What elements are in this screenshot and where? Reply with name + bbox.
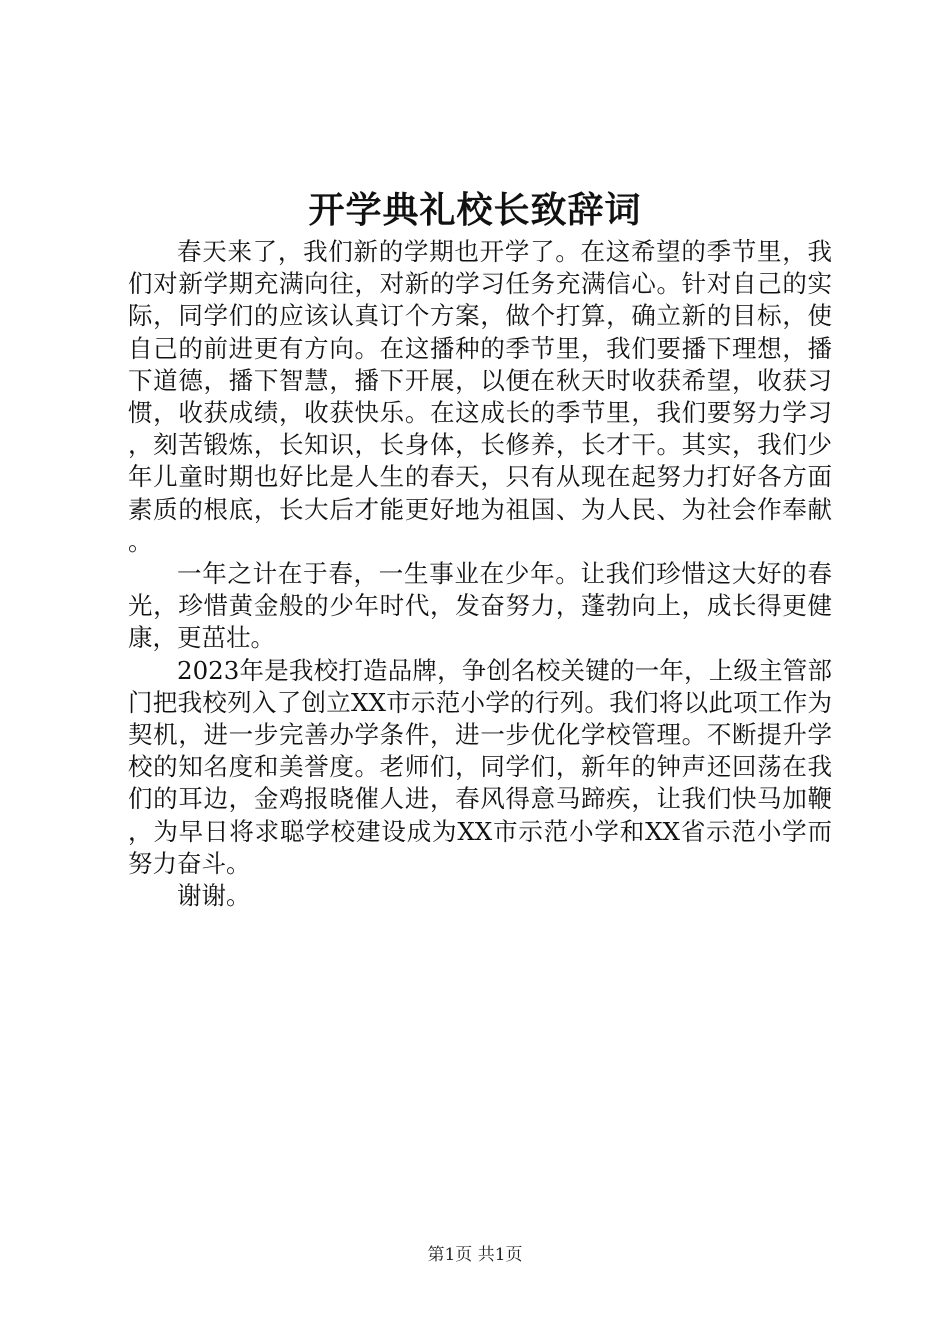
paragraph-1: 春天来了，我们新的学期也开学了。在这希望的季节里，我们对新学期充满向往，对新的学习任务充满信心。针对自己的实际，同学们的应该认真订个方案，做个打算，确立新的目标，使自己的前进更有方向。在这播种的季节里，我们要播下理想，播下道德，播下智慧，播下开展，以便在秋天时收获希望，收获习惯，收获成绩，收获快乐。在这成长的季节里，我们要努力学习，刻苦锻炼，长知识，长身体，长修养，长才干。其实，我们少年儿童时期也好比是人生的春天，只有从现在起努力打好各方面素质的根底，长大后才能更好地为祖国、为人民、为社会作奉献。 [128,237,832,556]
paragraph-2: 一年之计在于春，一生事业在少年。让我们珍惜这大好的春光，珍惜黄金般的少年时代，发奋努力，蓬勃向上，成长得更健康，更茁壮。 [128,559,832,653]
document-title: 开学典礼校长致辞词 [308,189,642,231]
page-footer: 第1页 共1页 [427,1245,523,1265]
document-body [128,236,832,912]
paragraph-3: 2023年是我校打造品牌，争创名校关键的一年，上级主管部门把我校列入了创立XX市示范小学的行列。我们将以此项工作为契机，进一步完善办学条件，进一步优化学校管理。不断提升学校的知名度和美誉度。老师们，同学们，新年的钟声还回荡在我们的耳边，金鸡报晓催人进，春风得意马蹄疾，让我们快马加鞭，为早日将求聪学校建设成为XX市示范小学和XX省示范小学而努力奋斗。 [128,655,832,878]
paragraph-4: 谢谢。 [177,881,251,911]
